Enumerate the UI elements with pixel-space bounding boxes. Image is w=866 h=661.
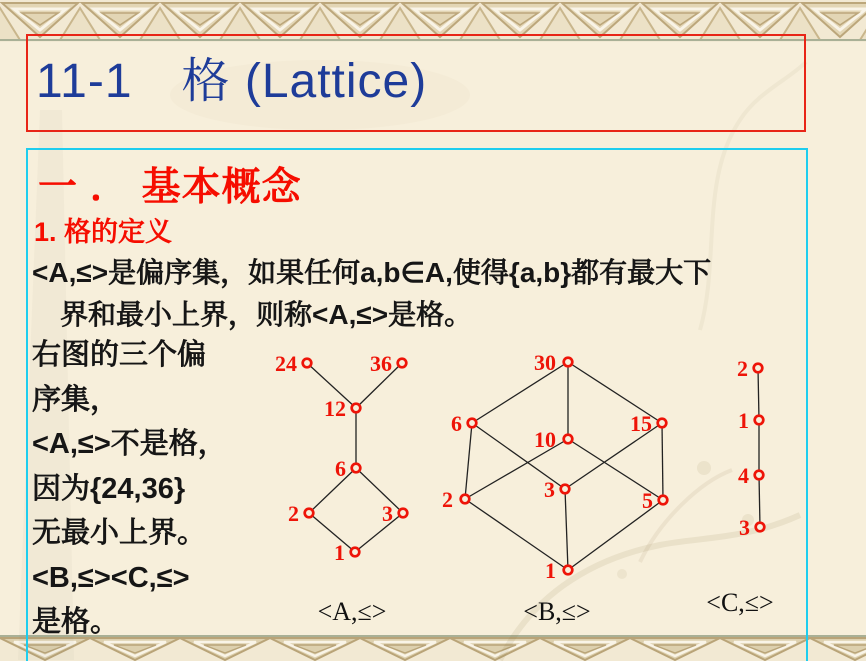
diagram-b-caption: <B,≤>	[523, 597, 591, 626]
node-label: 1	[334, 540, 345, 565]
node-label: 2	[442, 487, 453, 512]
hasse-edge	[759, 475, 760, 527]
hasse-edge	[309, 513, 355, 552]
hasse-diagram-c	[706, 356, 773, 617]
hasse-node	[658, 419, 667, 428]
left-line: 无最小上界。	[32, 517, 207, 549]
section-heading: 一 ． 基本概念	[38, 166, 302, 209]
diagram-c-caption: <C,≤>	[706, 588, 774, 617]
hasse-node	[399, 509, 408, 518]
hasse-node	[303, 359, 312, 368]
node-label: 2	[737, 356, 748, 381]
node-label: 5	[642, 488, 653, 513]
node-label: 6	[335, 456, 346, 481]
node-label: 12	[324, 396, 346, 421]
subsection-heading: 1. 格的定义	[34, 217, 173, 247]
node-label: 1	[545, 558, 556, 583]
hasse-edge	[355, 513, 403, 552]
hasse-node	[755, 416, 764, 425]
hasse-diagram-a	[275, 351, 407, 626]
node-label: 6	[451, 411, 462, 436]
hasse-node	[352, 464, 361, 473]
hasse-node	[398, 359, 407, 368]
hasse-edge	[356, 468, 403, 513]
node-label: 24	[275, 351, 297, 376]
hasse-edge	[465, 423, 472, 499]
hasse-node	[564, 566, 573, 575]
hasse-node	[564, 435, 573, 444]
node-label: 4	[738, 463, 749, 488]
node-label: 15	[630, 411, 652, 436]
node-label: 3	[739, 515, 750, 540]
node-label: 1	[738, 408, 749, 433]
left-line: <B,≤><C,≤>	[32, 561, 190, 594]
hasse-node	[468, 419, 477, 428]
left-line: <A,≤>不是格，	[32, 428, 227, 460]
node-label: 2	[288, 501, 299, 526]
hasse-node	[461, 495, 470, 504]
hasse-node	[755, 471, 764, 480]
hasse-diagram-b	[442, 350, 667, 626]
hasse-edge	[309, 468, 356, 513]
hasse-node	[756, 523, 765, 532]
hasse-edge	[662, 423, 663, 500]
slide-title: 11-1 格 (Lattice)	[36, 55, 428, 108]
node-label: 3	[382, 501, 393, 526]
hasse-node	[351, 548, 360, 557]
hasse-node	[305, 509, 314, 518]
node-label: 3	[544, 477, 555, 502]
hasse-node	[564, 358, 573, 367]
node-label: 10	[534, 427, 556, 452]
definition-line-2: 界和最小上界，则称<A,≤>是格。	[60, 299, 473, 330]
hasse-node	[561, 485, 570, 494]
diagram-a-caption: <A,≤>	[317, 597, 387, 626]
left-line: 序集，	[32, 383, 120, 416]
hasse-node	[659, 496, 668, 505]
left-line: 是格。	[32, 606, 120, 638]
hasse-node	[352, 404, 361, 413]
hasse-edge	[758, 368, 759, 420]
left-line: 右图的三个偏	[32, 339, 207, 371]
node-label: 36	[370, 351, 392, 376]
node-label: 30	[534, 350, 556, 375]
hasse-node	[754, 364, 763, 373]
definition-line-1: <A,≤>是偏序集，如果任何a,b∈A,使得{a,b}都有最大下	[32, 257, 712, 288]
left-line: 因为{24,36}	[32, 472, 186, 505]
hasse-edge	[565, 489, 568, 570]
